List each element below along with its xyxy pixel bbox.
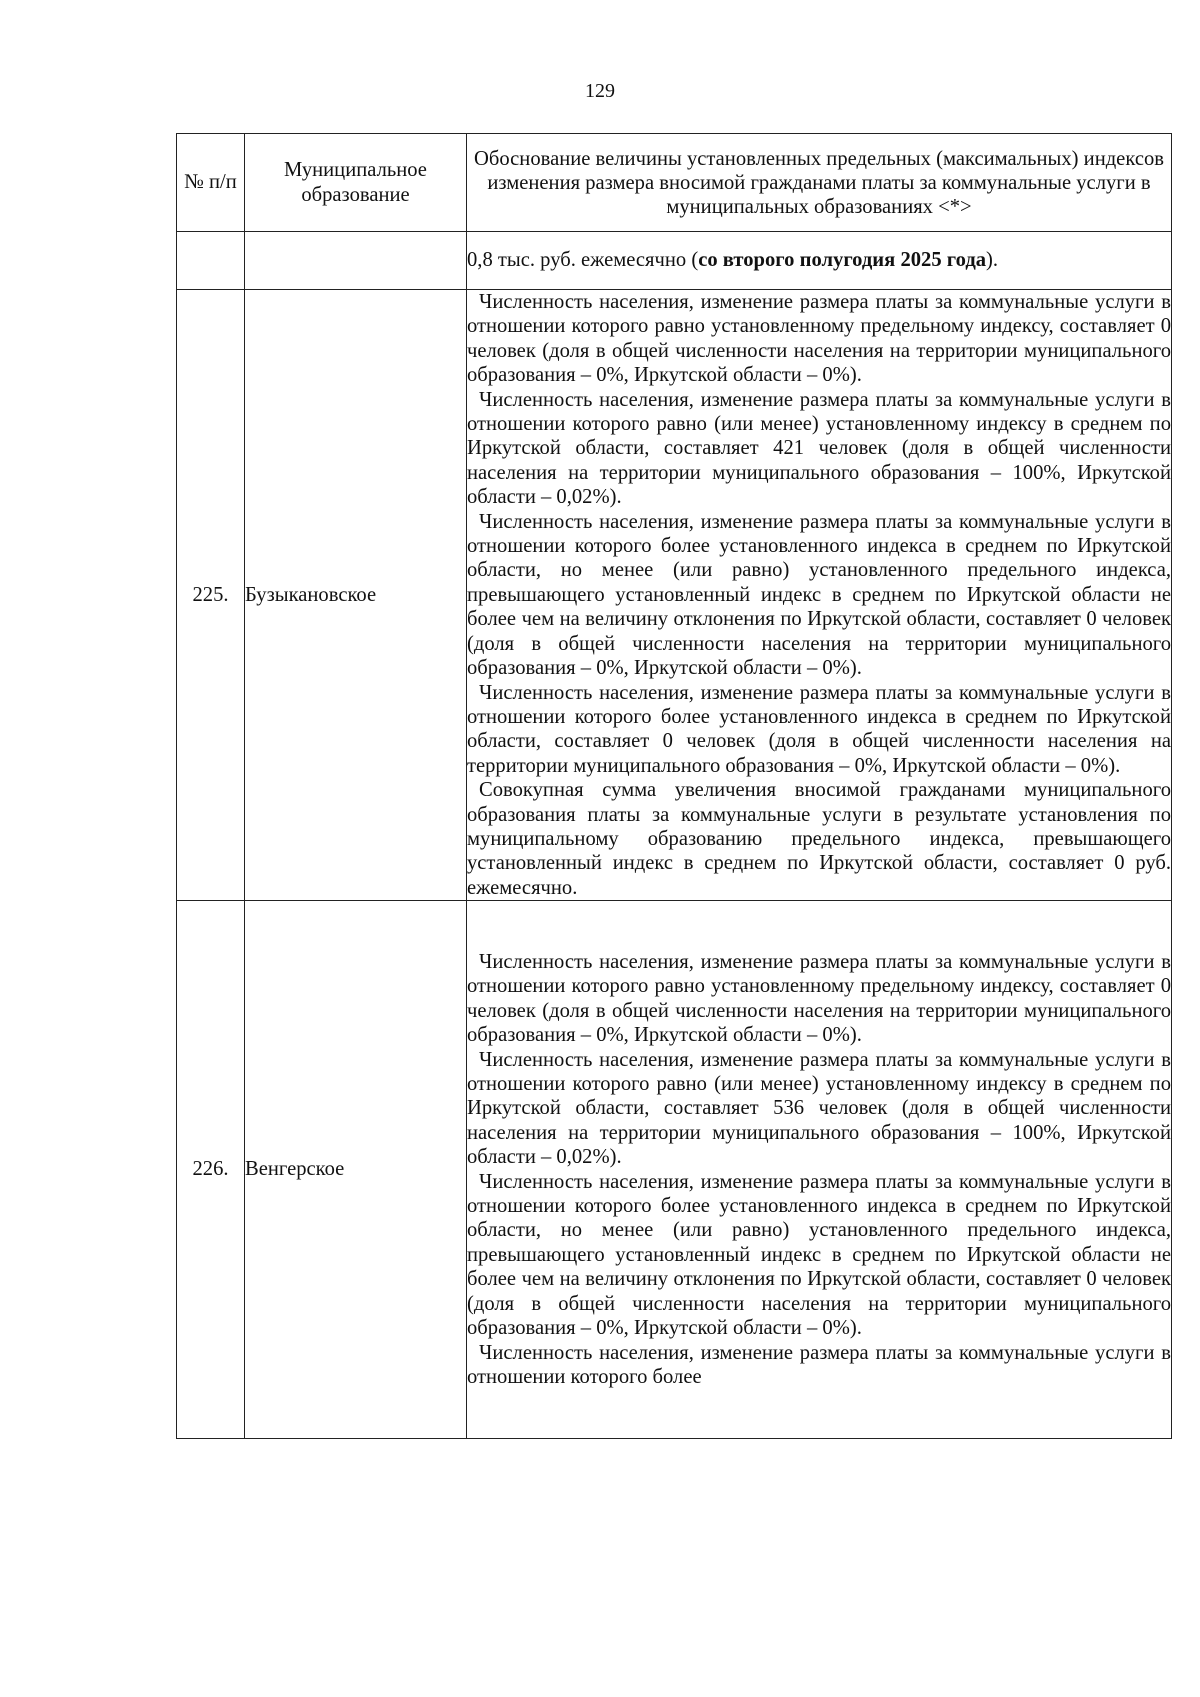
table-row: [177, 290, 1172, 901]
justification-paragraph: Численность населения, изменение размера платы за коммунальные услуги в отношении которого равно установленному предельному индексу, составляет 0 человек (доля в общей численности населения на территории муниципального образования – 0%, Иркутской области – 0%).: [467, 951, 1171, 1047]
continuation-text-bold: со второго полугодия 2025 года: [698, 249, 987, 272]
row-number: 226.: [177, 901, 245, 1439]
row-justification: [467, 290, 1172, 901]
page-number: 129: [585, 80, 615, 102]
continuation-row: [177, 232, 1172, 290]
justification-paragraph: Численность населения, изменение размера платы за коммунальные услуги в отношении которого более установленного индекса в среднем по Иркутской области, но менее (или равно) установленного предельного индекса, превышающего установленный индекс в среднем по Иркутской области не более чем на величину отклонения по Иркутской области, составляет 0 человек (доля в общей численности населения на территории муниципального образования – 0%, Иркутской области – 0%).: [467, 1170, 1171, 1340]
justification-paragraph: Численность населения, изменение размера платы за коммунальные услуги в отношении которого более установленного индекса в среднем по Иркутской области, но менее (или равно) установленного предельного индекса, превышающего установленный индекс в среднем по Иркутской области не более чем на величину отклонения по Иркутской области, составляет 0 человек (доля в общей численности населения на территории муниципального образования – 0%, Иркутской области – 0%).: [467, 510, 1171, 680]
continuation-num-cell: [177, 232, 245, 290]
justification-paragraph: Численность населения, изменение размера платы за коммунальные услуги в отношении которого равно (или менее) установленному индексу в среднем по Иркутской области, составляет 421 человек (доля в общей численности населения на территории муниципального образования – 100%, Иркутской области – 0,02%).: [467, 388, 1171, 509]
continuation-municipality-cell: [245, 232, 467, 290]
continuation-text-after: ).: [986, 249, 999, 272]
table-row: [177, 901, 1172, 1439]
continuation-text-before: 0,8 тыс. руб. ежемесячно (: [467, 249, 699, 272]
justification-paragraph: Совокупная сумма увеличения вносимой гражданами муниципального образования платы за коммунальные услуги в результате установления по муниципальному образованию предельного индекса, превышающего установленный индекс в среднем по Иркутской области, составляет 0 руб. ежемесячно.: [467, 779, 1171, 899]
justification-paragraph: Численность населения, изменение размера платы за коммунальные услуги в отношении которого равно (или менее) установленному индексу в среднем по Иркутской области, составляет 536 человек (доля в общей численности населения на территории муниципального образования – 100%, Иркутской области – 0,02%).: [467, 1048, 1171, 1169]
justification-paragraph: Численность населения, изменение размера платы за коммунальные услуги в отношении которого более установленного индекса в среднем по Иркутской области, составляет 0 человек (доля в общей численности населения на территории муниципального образования – 0%, Иркутской области – 0%).: [467, 681, 1171, 777]
justification-table: [176, 133, 1172, 1439]
header-justification: Обоснование величины установленных предельных (максимальных) индексов изменения размера вносимой гражданами платы за коммунальные услуги в муниципальных образованиях <*>: [467, 134, 1172, 232]
justification-paragraph: Численность населения, изменение размера платы за коммунальные услуги в отношении которого более: [467, 1341, 1171, 1388]
continuation-text: [467, 232, 1172, 290]
header-num: № п/п: [177, 134, 245, 232]
justification-paragraph: Численность населения, изменение размера платы за коммунальные услуги в отношении которого равно установленному предельному индексу, составляет 0 человек (доля в общей численности населения на территории муниципального образования – 0%, Иркутской области – 0%).: [467, 291, 1171, 387]
row-municipality: Венгерское: [245, 901, 467, 1439]
row-number: 225.: [177, 290, 245, 901]
table-header-row: [177, 134, 1172, 232]
header-municipality: Муниципальное образование: [245, 134, 467, 232]
row-justification: [467, 901, 1172, 1439]
row-municipality: Бузыкановское: [245, 290, 467, 901]
